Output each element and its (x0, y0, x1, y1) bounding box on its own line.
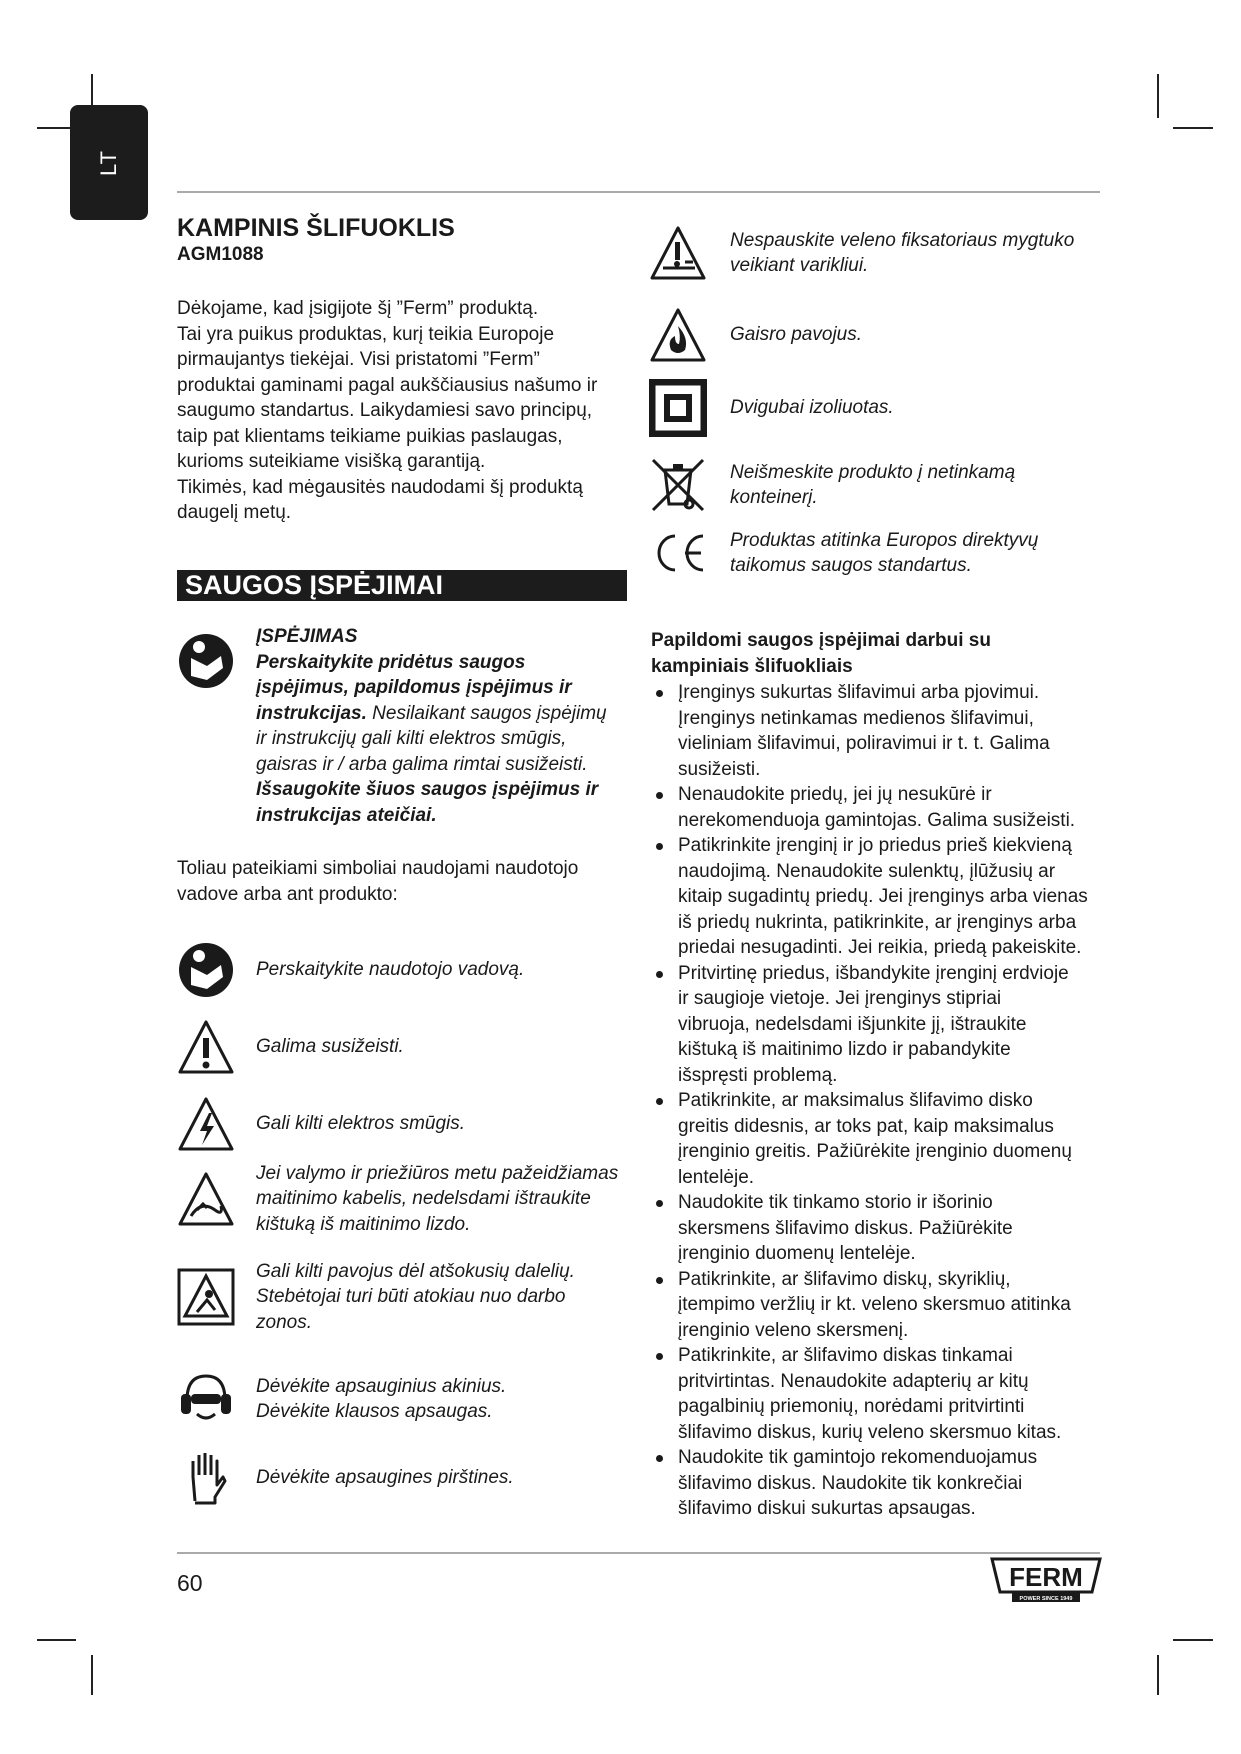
crop-mark (37, 1639, 76, 1641)
bullet-line: Naudokite tik gamintojo rekomenduojamus (678, 1447, 1038, 1468)
intro-line: kurioms suteikiame visišką garantiją. (177, 451, 486, 472)
section-heading: SAUGOS ĮSPĖJIMAI (177, 570, 627, 601)
intro-line: produktai gaminami pagal aukščiausius našumo ir (177, 374, 598, 396)
symbol-description (256, 1111, 465, 1137)
bullet-dot (656, 1277, 663, 1284)
bullet-line: priedai nesugadinti. Jei reikia, priedą pakeiskite. (678, 937, 1082, 958)
symbol-description (256, 1034, 404, 1060)
symbol-description-line: Gali kilti pavojus dėl atšokusių dalelių. (256, 1260, 575, 1282)
fire-hazard-icon (649, 306, 707, 364)
bullet-line: iš priedų nukrinta, patikrinkite, ar įrenginys arba (678, 911, 1077, 933)
bullet-text (678, 782, 1075, 833)
bullet-line: vieliniam šlifavimui, poliravimui ir t. t. Galima (678, 733, 1050, 754)
crop-mark (1173, 127, 1213, 129)
bullet-text (678, 1190, 1013, 1267)
symbol-description-line: Jei valymo ir priežiūros metu pažeidžiamas (256, 1162, 619, 1184)
bullet-line: Įrenginys netinkamas medienos šlifavimui, (678, 707, 1034, 729)
product-title: KAMPINIS ŠLIFUOKLIS (177, 214, 455, 242)
warning-text: instrukcijas. (256, 702, 367, 724)
warning-block (256, 624, 607, 828)
symbol-description-line: Gali kilti elektros smūgis. (256, 1113, 466, 1135)
symbol-description-line: Dėvėkite apsauginius akinius. (256, 1375, 507, 1397)
warning-text: Perskaitykite pridėtus saugos (256, 651, 526, 673)
bullet-line: nerekomenduoja gamintojas. Galima susižeisti. (678, 809, 1076, 831)
bullet-line: išspręsti problemą. (678, 1064, 838, 1086)
warning-line (256, 803, 607, 829)
warning-text: ĮSPĖJIMAS (256, 626, 358, 647)
bullet-dot (656, 843, 663, 850)
bullet-line: įrenginio duomenų lentelėje. (678, 1243, 916, 1264)
warning-line (256, 624, 607, 650)
symbol-description-line: Dvigubai izoliuotas. (730, 397, 894, 419)
warning-line (256, 650, 607, 676)
bullet-line: naudojimą. Nenaudokite sulenktų, įlūžusių ar (678, 860, 1056, 882)
bullet-line: šlifavimo diskus, kurių veleno skersmuo kitas. (678, 1421, 1062, 1443)
bullet-line: Naudokite tik tinkamo storio ir išorinio (678, 1192, 993, 1213)
double-insulation-icon (649, 379, 707, 437)
bullet-dot (656, 1353, 663, 1360)
warning-text: ir instrukcijų gali kilti elektros smūgis, (256, 728, 567, 749)
bullet-line: Įrenginys sukurtas šlifavimui arba pjovimui. (678, 682, 1040, 703)
symbol-description (256, 1374, 506, 1425)
symbol-description (730, 322, 862, 348)
warning-text: įspėjimus, papildomus įspėjimus ir (256, 677, 572, 698)
additional-title-line: kampiniais šlifuokliais (651, 655, 853, 677)
crop-mark (1157, 74, 1159, 118)
bullet-line: pritvirtintas. Nenaudokite adapterių ar kitų (678, 1370, 1029, 1392)
symbol-description (256, 957, 524, 983)
warning-line (256, 726, 607, 752)
warning-line (256, 701, 607, 727)
language-tab-label: LT (96, 149, 121, 176)
bullet-item (651, 1343, 1061, 1445)
bullet-dot (656, 792, 663, 799)
bullet-line: ir saugioje vietoje. Jei įrenginys stipriai (678, 988, 1002, 1009)
warning-text: Išsaugokite šiuos saugos įspėjimus ir (256, 779, 599, 800)
bullet-item (651, 833, 1088, 961)
crossed-bin-icon (649, 456, 707, 514)
spindle-lock-warning-icon (649, 224, 707, 282)
intro-line: daugelį metų. (177, 502, 292, 523)
symbols-intro-line: vadove arba ant produkto: (177, 883, 398, 905)
warning-line (256, 777, 607, 803)
bullet-text (678, 961, 1069, 1089)
crop-mark (91, 1655, 93, 1695)
symbol-description-line: Galima susižeisti. (256, 1036, 404, 1058)
symbol-description (730, 395, 894, 421)
goggles-earmuffs-icon (177, 1370, 235, 1428)
symbol-description-line: taikomus saugos standartus. (730, 555, 972, 576)
bullet-text (678, 1267, 1071, 1344)
bullet-line: Patikrinkite, ar šlifavimo diskų, skyriklių, (678, 1268, 1011, 1290)
symbol-description (730, 460, 1015, 511)
symbol-description-line: Perskaitykite naudotojo vadovą. (256, 959, 525, 981)
bottom-rule (177, 1552, 1100, 1554)
flying-debris-icon (177, 1268, 235, 1326)
warning-line (256, 675, 607, 701)
symbol-description-line: Gaisro pavojus. (730, 324, 863, 346)
electric-shock-icon (177, 1095, 235, 1153)
bullet-item (651, 1088, 1072, 1190)
product-model: AGM1088 (177, 244, 264, 265)
intro-line: saugumo standartus. Laikydamiesi savo principų, (177, 400, 593, 421)
symbol-description (730, 228, 1074, 279)
bullet-line: pagalbinių priemonių, norėdami pritvirtinti (678, 1396, 1025, 1417)
language-tab (70, 105, 148, 220)
bullet-item (651, 680, 1050, 782)
ferm-logo (990, 1556, 1102, 1604)
intro-paragraph (177, 296, 597, 526)
damaged-cable-icon (177, 1170, 235, 1228)
intro-line: Tikimės, kad mėgausitės naudodami šį produktą (177, 476, 583, 498)
symbol-description (256, 1161, 618, 1238)
symbol-description-line: Produktas atitinka Europos direktyvų (730, 529, 1039, 551)
bullet-item (651, 1190, 1013, 1267)
bullet-line: kištuką iš maitinimo lizdo ir pabandykite (678, 1039, 1011, 1060)
bullet-line: įtempimo veržlių ir kt. veleno skersmuo atitinka (678, 1294, 1071, 1315)
symbol-description-line: veikiant varikliui. (730, 255, 869, 276)
svg-text:FERM: FERM (1009, 1562, 1083, 1592)
crop-mark (1157, 1655, 1159, 1695)
intro-line: Dėkojame, kad įsigijote šį ”Ferm” produktą. (177, 298, 539, 319)
symbol-description-line: Dėvėkite apsaugines pirštines. (256, 1467, 514, 1489)
bullet-dot (656, 1098, 663, 1105)
bullet-line: susižeisti. (678, 758, 761, 780)
symbol-description-line: zonos. (256, 1311, 312, 1333)
intro-line: Tai yra puikus produktas, kurį teikia Europoje (177, 323, 555, 345)
bullet-line: vibruoja, nedelsdami išjunkite jį, ištraukite (678, 1013, 1027, 1035)
bullet-text (678, 680, 1050, 782)
bullet-text (678, 833, 1088, 961)
symbol-description (256, 1259, 575, 1336)
symbol-description-line: konteinerį. (730, 487, 818, 508)
bullet-dot (656, 1200, 663, 1207)
warning-text: instrukcijas ateičiai. (256, 804, 437, 826)
bullet-line: greitis didesnis, ar toks pat, kaip maksimalus (678, 1115, 1054, 1137)
bullet-item (651, 782, 1075, 833)
bullet-line: Pritvirtinę priedus, išbandykite įrenginį erdvioje (678, 962, 1069, 984)
symbol-description (256, 1465, 514, 1491)
bullet-text (678, 1088, 1072, 1190)
symbol-description-line: Stebėtojai turi būti atokiau nuo darbo (256, 1286, 566, 1308)
bullet-line: Nenaudokite priedų, jei jų nesukūrė ir (678, 784, 992, 805)
additional-warnings-title (651, 628, 991, 679)
ce-mark-icon (649, 524, 707, 582)
symbol-description-line: Neišmeskite produkto į netinkamą (730, 461, 1016, 483)
read-manual-icon (177, 632, 235, 690)
bullet-line: šlifavimo diskui sukurtas apsaugas. (678, 1498, 976, 1519)
additional-title-line: Papildomi saugos įspėjimai darbui su (651, 630, 991, 651)
bullet-dot (656, 971, 663, 978)
bullet-item (651, 1267, 1071, 1344)
bullet-line: lentelėje. (678, 1166, 755, 1188)
symbol-description-line: maitinimo kabelis, nedelsdami ištraukite (256, 1188, 591, 1210)
bullet-line: Patikrinkite, ar šlifavimo diskas tinkamai (678, 1345, 1013, 1366)
symbol-description-line: Nespauskite veleno fiksatoriaus mygtuko (730, 229, 1075, 251)
bullet-item (651, 961, 1069, 1089)
warning-text: gaisras ir / arba galima rimtai susižeisti. (256, 753, 588, 775)
warning-exclamation-icon (177, 1018, 235, 1076)
top-rule (177, 191, 1100, 193)
logo-tagline: POWER SINCE 1949 (1019, 1596, 1073, 1602)
crop-mark (1173, 1639, 1213, 1641)
bullet-text (678, 1445, 1037, 1522)
symbols-intro (177, 856, 578, 907)
bullet-dot (656, 690, 663, 697)
read-manual-icon (177, 941, 235, 999)
bullet-line: įrenginio greitis. Pažiūrėkite įrenginio duomenų (678, 1141, 1072, 1162)
bullet-text (678, 1343, 1061, 1445)
symbol-description-line: kištuką iš maitinimo lizdo. (256, 1213, 471, 1235)
intro-line: taip pat klientams teikiame puikias paslaugas, (177, 425, 563, 447)
symbol-description-line: Dėvėkite klausos apsaugas. (256, 1401, 493, 1422)
intro-line: pirmaujantys tiekėjai. Visi pristatomi ”Ferm” (177, 349, 540, 370)
bullet-line: Patikrinkite įrenginį ir jo priedus prieš kiekvieną (678, 835, 1072, 856)
bullet-line: įrenginio veleno skersmenį. (678, 1319, 909, 1341)
bullet-line: skersmens šlifavimo diskus. Pažiūrėkite (678, 1217, 1013, 1239)
bullet-line: šlifavimo diskus. Naudokite tik konkrečiai (678, 1472, 1023, 1494)
gloves-icon (177, 1449, 235, 1507)
symbol-description (730, 528, 1038, 579)
page-number: 60 (177, 1570, 203, 1596)
warning-line (256, 752, 607, 778)
bullet-dot (656, 1455, 663, 1462)
bullet-item (651, 1445, 1037, 1522)
warning-text: Nesilaikant saugos įspėjimų (366, 702, 607, 724)
bullet-line: kitaip sugadintų priedų. Jei įrenginys arba vienas (678, 886, 1088, 907)
symbols-intro-line: Toliau pateikiami simboliai naudojami naudotojo (177, 858, 579, 879)
bullet-line: Patikrinkite, ar maksimalus šlifavimo disko (678, 1090, 1033, 1111)
